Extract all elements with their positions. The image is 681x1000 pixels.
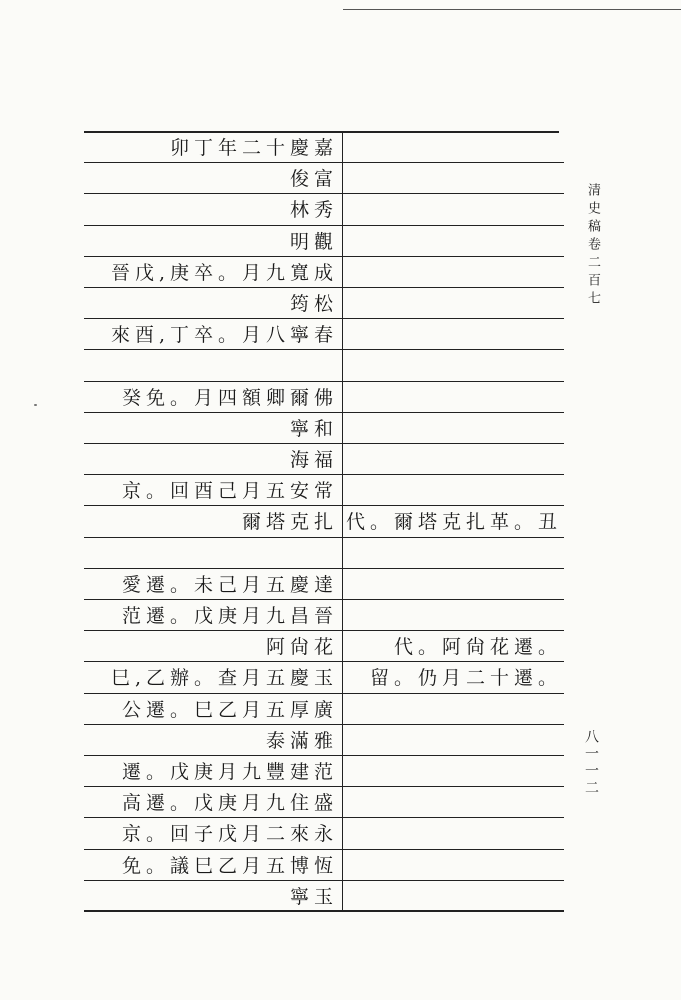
official-entry [84,537,342,567]
official-entry: 阿尙花 [265,635,338,658]
table-row [84,474,564,504]
table-row [84,349,564,379]
row-rule [84,786,564,787]
row-rule [84,162,564,163]
table-row [84,443,564,473]
book-title: 清史稿卷二百七 [585,183,600,309]
note-entry [343,349,564,379]
table-row [84,599,564,629]
row-rule [84,880,564,881]
row-rule [84,474,564,475]
row-rule [84,910,564,912]
official-entry: 高遷。戊庚月九住盛 [121,791,338,814]
note-entry [343,568,564,598]
table-row [84,817,564,847]
table-row [84,786,564,816]
note-entry [343,256,564,286]
table-row [84,693,564,723]
note-entry [343,817,564,847]
row-rule [84,599,564,600]
official-entry: 癸免。月四額卿爾佛 [121,386,338,409]
row-rule [84,505,564,506]
official-entry: 晉戊,庚卒。月九寬成 [110,261,338,284]
table-row [84,193,564,223]
note-entry [343,880,564,910]
row-rule [84,381,564,382]
note-entry [343,786,564,816]
table-row [84,661,564,691]
official-entry: 寧玉 [289,885,338,908]
table-row [84,505,564,535]
table-row [84,880,564,910]
official-entry: 巳,乙辦。查月五慶玉 [110,666,338,689]
note-entry [343,599,564,629]
table-row [84,755,564,785]
official-entry: 公遷。巳乙月五厚廣 [121,698,338,721]
row-rule [84,537,564,538]
note-entry: 代。爾塔克扎革。丑 [345,510,562,533]
row-rule [84,568,564,569]
note-entry: 代。阿尙花遷。 [393,635,562,658]
row-rule [84,443,564,444]
note-entry [343,693,564,723]
note-entry [343,443,564,473]
note-entry [343,474,564,504]
note-entry [343,162,564,192]
row-rule [84,630,564,631]
official-entry: 海福 [289,448,338,471]
row-rule [84,661,564,662]
table-row [84,724,564,754]
official-entry: 俊富 [289,167,338,190]
official-entry: 京。回酉己月五安常 [121,479,338,502]
table-row [84,225,564,255]
official-entry: 京。回子戊月二來永 [121,822,338,845]
table-row [84,568,564,598]
official-entry: 來酉,丁卒。月八寧春 [110,323,338,346]
note-entry [343,412,564,442]
row-rule [84,349,564,350]
table-row [84,630,564,660]
row-rule [84,193,564,194]
note-entry [343,755,564,785]
note-entry [343,849,564,879]
table-row [84,318,564,348]
note-entry [343,131,564,161]
note-entry: 留。仍月二十遷。 [369,666,562,689]
table-row [84,412,564,442]
official-entry: 寧和 [289,417,338,440]
note-entry [343,724,564,754]
table-row [84,849,564,879]
page-number: 八一一二 [583,729,599,797]
official-entry: 愛遷。未己月五慶達 [121,573,338,596]
row-rule [84,412,564,413]
official-entry: 泰滿雅 [265,729,338,752]
table-row [84,287,564,317]
row-rule [84,256,564,257]
top-rule [343,9,681,10]
row-rule [84,755,564,756]
row-rule [84,693,564,694]
row-rule [84,724,564,725]
note-entry [343,287,564,317]
official-entry: 免。議巳乙月五博恆 [121,854,338,877]
note-entry [343,225,564,255]
official-entry: 遷。戊庚月九豐建范 [121,760,338,783]
row-rule [84,318,564,319]
note-entry [343,318,564,348]
table-row [84,256,564,286]
official-entry: 筠松 [289,292,338,315]
row-rule [84,849,564,850]
table-row [84,162,564,192]
table-row [84,131,564,161]
row-rule [84,131,559,133]
row-rule [84,817,564,818]
official-entry [84,349,342,379]
speck [34,404,37,406]
table-row [84,381,564,411]
official-entry: 卯丁年二十慶嘉 [169,136,338,159]
row-rule [84,287,564,288]
official-entry: 明觀 [289,230,338,253]
note-entry [343,537,564,567]
note-entry [343,381,564,411]
official-entry: 爾塔克扎 [241,510,338,533]
official-entry: 范遷。戊庚月九昌晉 [121,604,338,627]
note-entry [343,193,564,223]
table-row [84,537,564,567]
official-entry: 林秀 [289,198,338,221]
appointment-table [84,131,564,912]
row-rule [84,225,564,226]
